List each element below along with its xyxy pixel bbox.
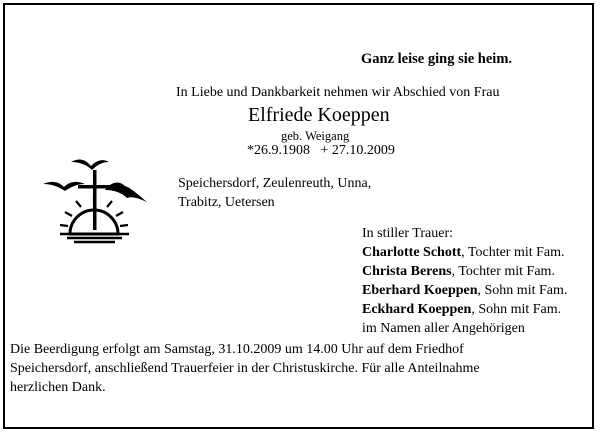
life-dates: *26.9.1908 + 27.10.2009 — [247, 143, 395, 158]
obituary-card — [3, 3, 594, 429]
motto: Ganz leise ging sie heim. — [361, 51, 513, 67]
mourner-name: Eberhard Koeppen — [362, 283, 478, 298]
mourner-entry — [362, 300, 567, 319]
funeral-line: Die Beerdigung erfolgt am Samstag, 31.10.2009 um 14.00 Uhr auf dem Friedhof — [10, 342, 464, 357]
places-line: Speichersdorf, Zeulenreuth, Unna, — [178, 176, 372, 191]
funeral-line: Speichersdorf, anschließend Trauerfeier in der Christuskirche. Für alle Anteilnahme — [10, 361, 480, 376]
mourner-relation: , Tochter mit Fam. — [451, 264, 555, 279]
intro-text: In Liebe und Dankbarkeit nehmen wir Abschied von Frau — [176, 85, 500, 100]
mourner-relation: , Sohn mit Fam. — [471, 302, 562, 317]
mourners-heading: In stiller Trauer: — [362, 226, 453, 241]
funeral-notice — [10, 340, 480, 397]
places — [178, 174, 371, 212]
mourners-closing: im Namen aller Angehörigen — [362, 321, 525, 336]
cross-birds-sunset-icon — [43, 154, 155, 246]
mourner-entry — [362, 243, 567, 262]
mourners-block — [362, 224, 567, 338]
mourner-relation: , Sohn mit Fam. — [477, 283, 568, 298]
places-line: Trabitz, Uetersen — [178, 195, 275, 210]
mourner-name: Eckhard Koeppen — [362, 302, 472, 317]
mourner-relation: , Tochter mit Fam. — [461, 245, 565, 260]
birth-name: geb. Weigang — [281, 129, 350, 143]
mourner-name: Charlotte Schott — [362, 245, 462, 260]
deceased-name: Elfriede Koeppen — [248, 104, 390, 126]
mourner-entry — [362, 281, 567, 300]
mourner-entry — [362, 262, 567, 281]
mourner-name: Christa Berens — [362, 264, 452, 279]
funeral-line: herzlichen Dank. — [10, 380, 106, 395]
